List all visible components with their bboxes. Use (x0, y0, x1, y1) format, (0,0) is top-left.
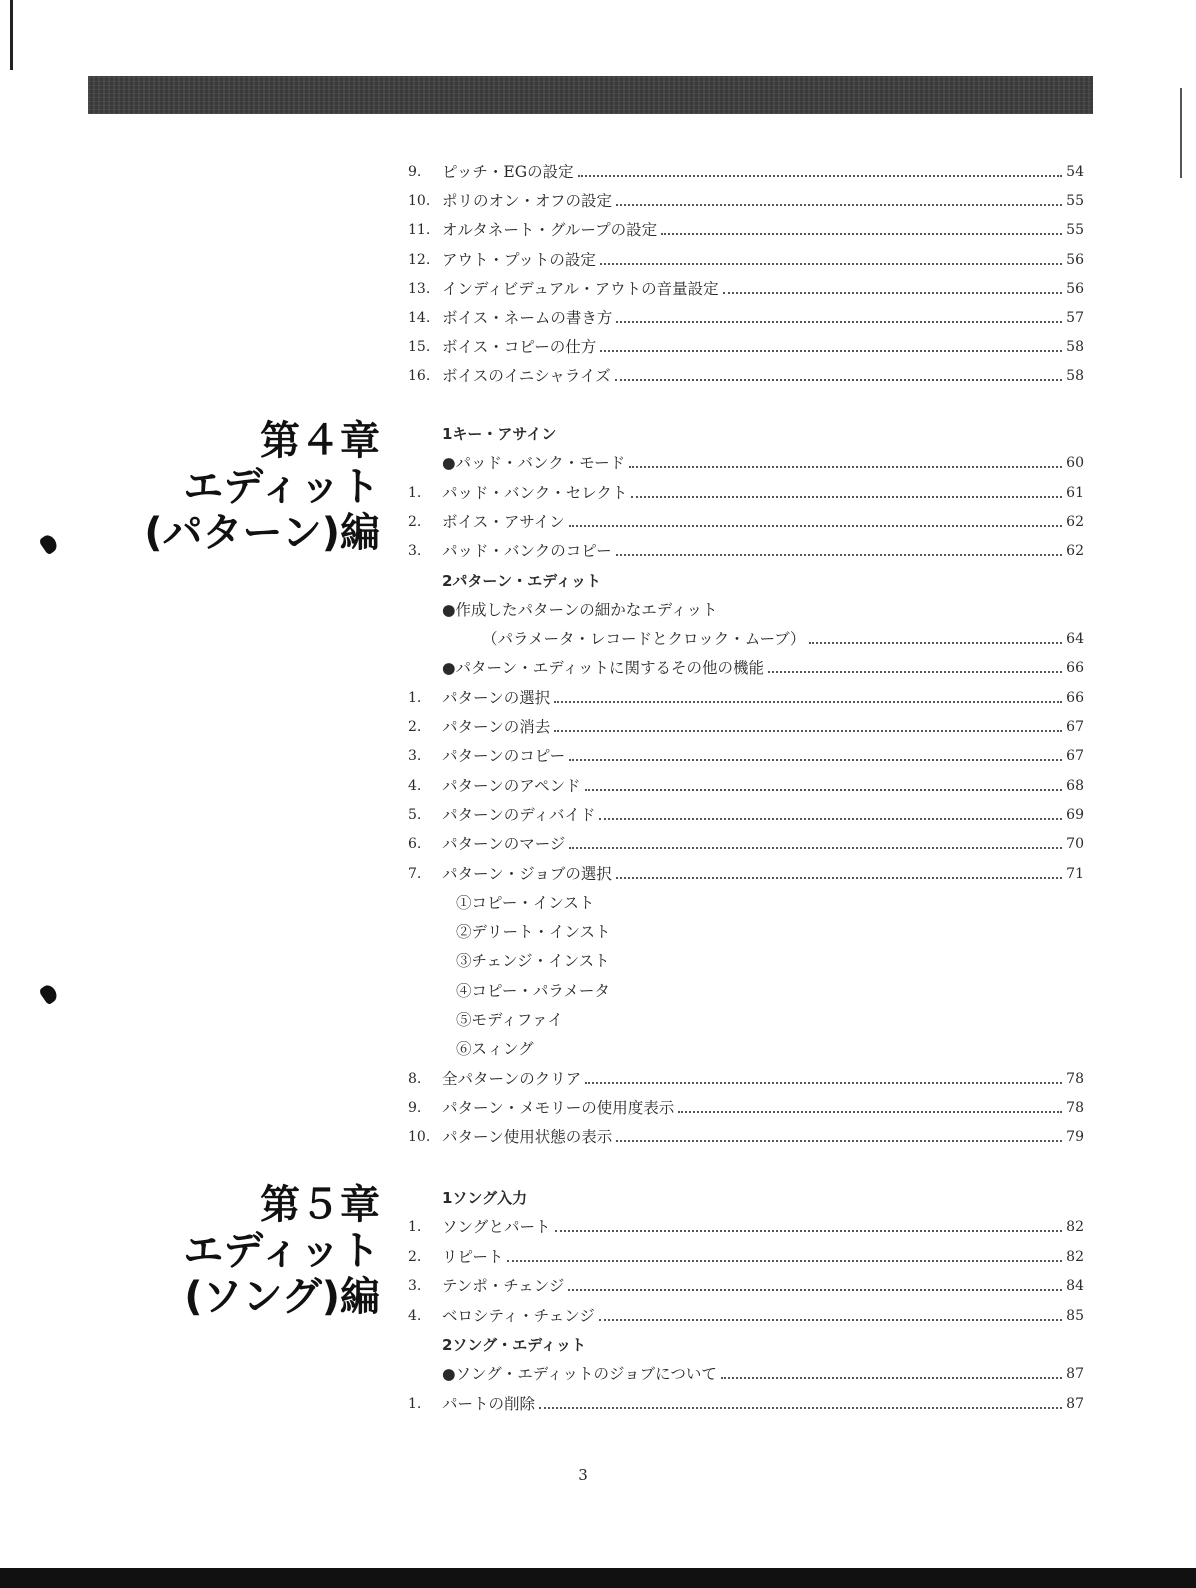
toc-entry-number: 4. (408, 1307, 422, 1324)
toc-entry-title: パートの削除 (442, 1394, 536, 1413)
scan-edge-left (10, 0, 13, 70)
toc-entry-number: 7. (408, 865, 422, 882)
toc-entry-page: 54 (1066, 164, 1084, 180)
chapter-4-subtitle: (パターン)編 (144, 510, 380, 556)
toc-entry-title: ●作成したパターンの細かなエディット (442, 600, 718, 619)
toc-entry-title: リピート (442, 1247, 504, 1266)
dot-leader (809, 642, 1062, 644)
toc-entry-title: 2パターン・エディット (442, 571, 601, 590)
toc-entry-page: 85 (1066, 1307, 1084, 1324)
toc-entry-number: 2. (408, 1248, 422, 1265)
chapter-5-subtitle: (ソング)編 (184, 1274, 380, 1320)
toc-entry-page: 84 (1066, 1278, 1084, 1295)
toc-entry-number: 16. (408, 368, 431, 385)
toc-entry (408, 302, 1084, 328)
chapter-5-heading (140, 1182, 380, 1320)
dot-leader (599, 818, 1062, 820)
toc-entry (408, 535, 1084, 561)
toc-entry (408, 214, 1084, 240)
toc-entry-number: 1. (408, 689, 422, 706)
toc-entry-page: 60 (1066, 455, 1084, 472)
toc-entry (408, 1211, 1084, 1237)
toc-entry (408, 594, 1084, 620)
toc-entry-title: 1キー・アサイン (442, 425, 557, 443)
toc-entry-number: 13. (408, 280, 431, 297)
toc-entry-page: 82 (1066, 1219, 1084, 1236)
dot-leader (661, 233, 1062, 235)
toc-entry (408, 945, 1084, 971)
page-number: 3 (578, 1466, 588, 1484)
toc-entry (408, 1033, 1084, 1059)
toc-entry-title: ソングとパート (442, 1218, 551, 1237)
toc-entry-page: 64 (1066, 631, 1084, 648)
toc-entry-page: 66 (1066, 689, 1084, 706)
dot-leader (723, 292, 1062, 294)
dot-leader (616, 1140, 1062, 1142)
chapter-4-heading (140, 418, 380, 556)
toc-entry (408, 244, 1084, 270)
toc-entry-page: 56 (1066, 280, 1084, 297)
toc-entry-number: 1. (408, 1395, 422, 1412)
toc-entry (408, 1063, 1084, 1089)
toc-entry (408, 1270, 1084, 1296)
toc-entry (408, 887, 1084, 913)
scan-mark (38, 983, 60, 1006)
toc-entry-number: 9. (408, 164, 422, 180)
scan-bottom-edge (0, 1568, 1196, 1588)
toc-entry-number: 2. (408, 513, 422, 530)
dot-leader (616, 554, 1062, 556)
toc-entry-page: 62 (1066, 513, 1084, 530)
toc-entry-title: パターン・ジョブの選択 (442, 864, 612, 883)
scan-edge-right (1180, 88, 1182, 178)
toc-entry (408, 1329, 1084, 1355)
toc-entry-title: オルタネート・グループの設定 (442, 221, 658, 240)
toc-entry-title: インディビデュアル・アウトの音量設定 (442, 279, 719, 298)
toc-entry-page: 78 (1066, 1070, 1084, 1087)
toc-entry (408, 506, 1084, 532)
toc-entry-page: 67 (1066, 748, 1084, 765)
toc-entry-page: 69 (1066, 806, 1084, 823)
toc-entry-title: ベロシティ・チェンジ (442, 1306, 595, 1325)
toc-entry (408, 447, 1084, 473)
toc-entry (408, 1182, 1084, 1208)
toc-entry-title: パターンの消去 (442, 718, 551, 736)
toc-entry-page: 58 (1066, 339, 1084, 356)
toc-entry-number: 14. (408, 310, 431, 326)
toc-entry-page: 58 (1066, 368, 1084, 385)
toc-entry (408, 1300, 1084, 1326)
toc-entry-number: 3. (408, 1278, 422, 1295)
dot-leader (629, 466, 1062, 468)
dot-leader (578, 175, 1062, 177)
toc-entry-title: パッド・バンクのコピー (442, 542, 612, 561)
toc-entry (408, 799, 1084, 825)
toc-entry-title: ポリのオン・オフの設定 (442, 192, 613, 211)
toc-entry-page: 67 (1066, 719, 1084, 735)
dot-leader (554, 730, 1062, 732)
toc-entry-number: 1. (408, 484, 422, 501)
dot-leader (616, 204, 1062, 206)
dot-leader (555, 1230, 1062, 1232)
toc-entry (408, 273, 1084, 299)
dot-leader (721, 1377, 1062, 1379)
toc-entry-number: 5. (408, 806, 422, 823)
toc-entry-page: 62 (1066, 543, 1084, 560)
toc-entry-number: 3. (408, 748, 422, 765)
toc-entry-title: パターンのマージ (442, 835, 566, 854)
dot-leader (568, 1289, 1062, 1291)
toc-entry-title: 全パターンのクリア (442, 1069, 582, 1088)
toc-entry-title: パターン・メモリーの使用度表示 (442, 1098, 675, 1117)
toc-entry (408, 858, 1084, 884)
toc-entry (408, 331, 1084, 357)
toc-entry-title: ⑤モディファイ (456, 1011, 563, 1029)
toc-entry (408, 740, 1084, 766)
toc-entry (408, 711, 1084, 737)
toc-entry (408, 565, 1084, 591)
toc-entry-page: 55 (1066, 222, 1084, 239)
toc-entry (408, 185, 1084, 211)
toc-entry-title: ④コピー・パラメータ (456, 981, 610, 1000)
toc-entry-number: 10. (408, 1129, 431, 1146)
dot-leader (768, 671, 1062, 673)
dot-leader (554, 701, 1062, 703)
toc-entry-number: 6. (408, 836, 422, 853)
toc-entry-title: ボイス・コピーの仕方 (442, 338, 597, 357)
dot-leader (585, 789, 1062, 791)
toc-entry-title: パターンのディバイド (442, 805, 596, 824)
toc-entry-title: （パラメータ・レコードとクロック・ムーブ） (482, 630, 806, 649)
toc-entry-page: 61 (1066, 484, 1084, 501)
toc-entry-title: ピッチ・EGの設定 (442, 163, 574, 181)
dot-leader (600, 350, 1062, 352)
toc-entry-title: ①コピー・インスト (456, 893, 595, 912)
toc-entry (408, 916, 1084, 942)
toc-entry-number: 4. (408, 777, 422, 794)
toc-entry (408, 477, 1084, 503)
dot-leader (678, 1111, 1062, 1113)
toc-entry-title: パターンのアペンド (442, 776, 581, 795)
toc-entry (408, 1121, 1084, 1147)
toc-entry-title: 1ソング入力 (442, 1189, 528, 1207)
toc-entry-page: 71 (1066, 865, 1084, 882)
toc-entry (408, 770, 1084, 796)
toc-entry-page: 56 (1066, 251, 1084, 268)
toc-entry-page: 82 (1066, 1248, 1084, 1265)
toc-entry-number: 1. (408, 1219, 422, 1236)
toc-entry-page: 66 (1066, 660, 1084, 677)
toc-entry (408, 1092, 1084, 1118)
toc-entry-title: パッド・バンク・セレクト (442, 483, 628, 502)
toc-entry-title: テンポ・チェンジ (442, 1277, 565, 1296)
dot-leader (599, 1319, 1062, 1321)
toc-entry (408, 652, 1084, 678)
toc-entry (408, 1358, 1084, 1384)
toc-entry (408, 682, 1084, 708)
dot-leader (507, 1260, 1062, 1262)
toc-entry (408, 828, 1084, 854)
toc-entry-number: 9. (408, 1099, 422, 1116)
toc-entry-number: 12. (408, 251, 431, 268)
chapter-4-number: 第４章 (260, 418, 380, 464)
toc-entry-title: ボイス・アサイン (442, 512, 565, 531)
dot-leader (600, 263, 1062, 265)
toc-entry (408, 1241, 1084, 1267)
toc-entry-number: 8. (408, 1070, 422, 1087)
toc-entry (408, 975, 1084, 1001)
toc-entry-title: パターン使用状態の表示 (442, 1128, 613, 1147)
dot-leader (539, 1407, 1062, 1409)
toc-entry-title: パターンの選択 (442, 688, 551, 707)
toc-entry-page: 70 (1066, 836, 1084, 853)
chapter-5-title: エディット (183, 1228, 380, 1274)
dot-leader (569, 759, 1062, 761)
toc-entry (408, 623, 1084, 649)
toc-entry-title: ③チェンジ・インスト (456, 952, 610, 971)
toc-entry-number: 11. (408, 222, 431, 239)
chapter-5-number: 第５章 (260, 1182, 380, 1228)
toc-entry-page: 78 (1066, 1099, 1084, 1116)
toc-entry-title: ●パターン・エディットに関するその他の機能 (442, 659, 764, 678)
dot-leader (631, 496, 1062, 498)
toc-entry-page: 55 (1066, 193, 1084, 210)
toc-entry-title: パターンのコピー (442, 747, 566, 766)
dot-leader (615, 379, 1062, 381)
dot-leader (569, 525, 1062, 527)
toc-entry-title: ●パッド・バンク・モード (442, 454, 626, 473)
toc-entry (408, 1388, 1084, 1414)
toc-entry-number: 15. (408, 339, 431, 356)
toc-entry-title: ●ソング・エディットのジョブについて (442, 1365, 717, 1384)
toc-entry-page: 79 (1066, 1129, 1084, 1146)
chapter-4-title: エディット (183, 464, 380, 510)
toc-entry-title: ⑥スィング (456, 1040, 534, 1059)
toc-entry (408, 360, 1084, 386)
toc-entry-number: 2. (408, 719, 422, 735)
scan-mark (38, 533, 60, 556)
toc-entry (408, 1004, 1084, 1030)
toc-entry-number: 3. (408, 543, 422, 560)
toc-entry-number: 10. (408, 193, 431, 210)
toc-entry-page: 57 (1066, 310, 1084, 326)
toc-entry-title: アウト・プットの設定 (442, 250, 596, 269)
toc-entry-page: 87 (1066, 1395, 1084, 1412)
toc-entry-title: ボイス・ネームの書き方 (442, 309, 613, 327)
toc-entry-page: 68 (1066, 777, 1084, 794)
dot-leader (585, 1082, 1062, 1084)
toc-entry (408, 156, 1084, 182)
header-bar (88, 76, 1093, 114)
toc-entry-title: ボイスのイニシャライズ (442, 367, 611, 386)
toc-entry-title: ②デリート・インスト (456, 923, 611, 942)
dot-leader (616, 321, 1062, 323)
toc-entry-page: 87 (1066, 1366, 1084, 1383)
dot-leader (569, 847, 1062, 849)
toc-entry (408, 418, 1084, 444)
toc-entry-title: 2ソング・エディット (442, 1336, 586, 1354)
dot-leader (616, 877, 1062, 879)
